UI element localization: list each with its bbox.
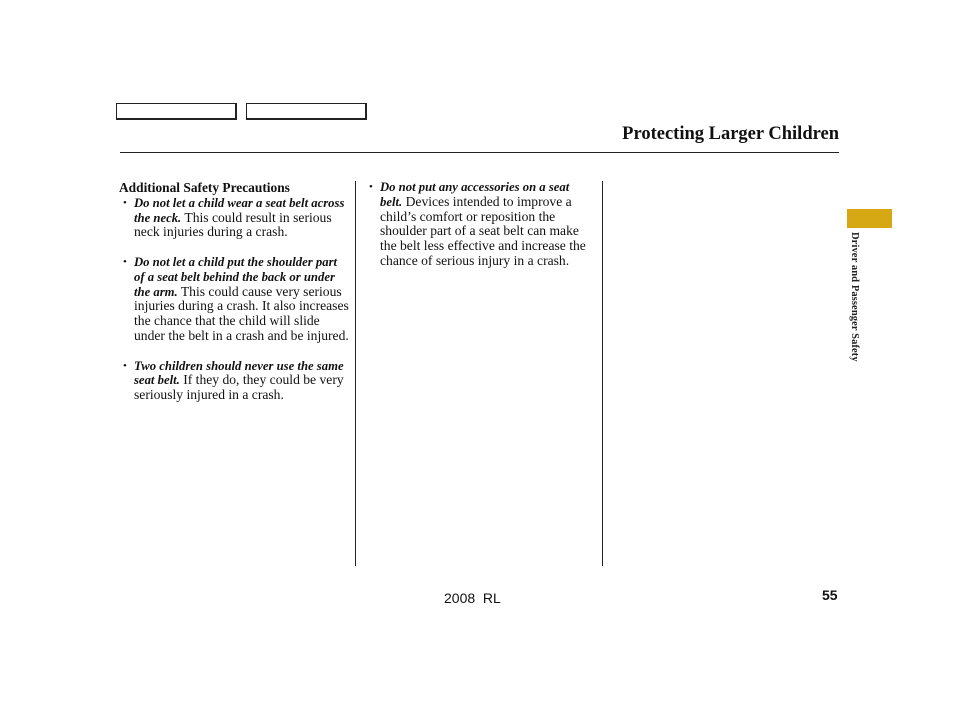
section-heading: Additional Safety Precautions xyxy=(119,180,290,195)
nav-button-main-menu[interactable] xyxy=(116,103,237,120)
list-item xyxy=(119,359,349,403)
bullet-body: This could cause very serious injuries during a crash. It also increases the chance that the child will slide under the belt in a crash and be injured. xyxy=(134,283,349,343)
bullet-icon: • xyxy=(123,255,127,268)
column-divider xyxy=(602,181,603,566)
bullet-body: If they do, they could be very seriously injured in a crash. xyxy=(134,372,344,403)
bullet-icon: • xyxy=(123,196,127,209)
bullet-body: Devices intended to improve a child’s comfort or reposition the shoulder part of a seat belt can make the belt less effective and increase the chance of serious injury in a crash. xyxy=(380,193,586,268)
column-divider xyxy=(355,181,356,566)
nav-button-table-of-contents[interactable] xyxy=(246,103,367,120)
list-item xyxy=(119,255,349,344)
bullet-lead: Do not let a child put the shoulder part of a seat belt behind the back or under the arm. xyxy=(134,254,338,299)
list-item xyxy=(369,180,589,269)
footer-model: 2008 RL xyxy=(444,590,501,606)
section-tab-label: Driver and Passenger Safety xyxy=(849,232,860,362)
bullet-lead: Do not let a child wear a seat belt across the neck. xyxy=(134,195,345,225)
list-item xyxy=(119,196,349,240)
bullet-body: This could result in serious neck injuries during a crash. xyxy=(134,209,332,240)
bullet-icon: • xyxy=(369,181,373,193)
bullet-icon: • xyxy=(123,359,127,372)
title-divider xyxy=(120,152,839,153)
column-left xyxy=(119,180,349,403)
page-number: 55 xyxy=(822,587,838,603)
bullet-lead: Two children should never use the same seat belt. xyxy=(134,358,344,388)
page-title: Protecting Larger Children xyxy=(622,124,839,144)
bullet-lead: Do not put any accessories on a seat belt. xyxy=(380,180,570,209)
column-middle xyxy=(369,180,589,269)
section-tab[interactable] xyxy=(847,209,892,228)
